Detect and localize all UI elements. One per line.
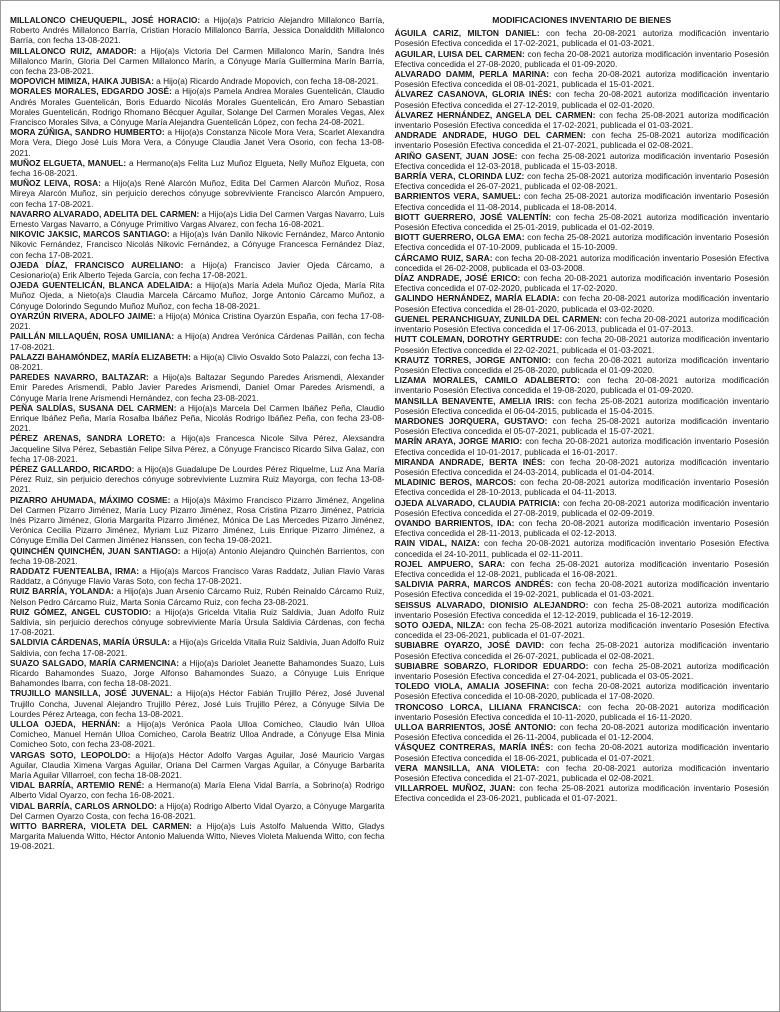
entry-item xyxy=(10,178,385,209)
entry-name: RAIN VIDAL, NAIZA: xyxy=(394,538,480,549)
entry-name: OJEDA DÍAZ, FRANCISCO AURELIANO: xyxy=(10,259,184,270)
entry-item xyxy=(10,209,385,229)
entry-item xyxy=(395,396,770,416)
entry-text: a Hijo(a)s Gricelda Vitalia Ruiz Saldivia, Juan Adolfo Ruiz Saldivia, con fecha 17-08-2021. xyxy=(10,637,385,658)
entry-item xyxy=(395,579,770,599)
entry-text: a Hijo(a)s Pamela Andrea Morales Guentelicán, Claudio Andrés Morales Guentelicán, Boris Eduardo Nicolás Morales Guentelicán, Ero Amaro Sebastian Morales Guentelicán, Rodrigo Rhomano Bécquer Aguilar, Solange Del Carmen Morales Vegas, Alex Francisco Morales Silva, a Cónyuge María Alejandra Guentelicán López, con fecha 24-08-2021. xyxy=(10,86,385,128)
entry-name: ULLOA OJEDA, HERNÁN: xyxy=(10,719,121,730)
entry-text: con fecha 20-08-2021 autoriza modificación inventario Posesión Efectiva concedida el 19-02-2021, publicada el 01-03-2021. xyxy=(394,579,769,600)
entry-text: con fecha 25-08-2021 autoriza modificación inventario Posesión Efectiva concedida el 12-12-2019, publicada el 16-12-2019. xyxy=(394,599,769,620)
section-title: MODIFICACIONES INVENTARIO DE BIENES xyxy=(492,15,672,25)
entry-text: a Hijo(a)s Luis Astolfo Maluenda Witto, Gladys Margarita Maluenda Witto, Héctor Antonio Maluenda Witto, Nieves Violeta Maluenda Witto, con fecha 19-08-2021. xyxy=(10,821,385,852)
entry-item xyxy=(395,49,770,69)
entry-name: VIDAL BARRÍA, CARLOS ARNOLDO: xyxy=(10,800,157,811)
entry-text: a Hijo(a)s Marcos Francisco Varas Raddatz, Julian Flavio Varas Raddatz, a Cónyuge Flavio Varas Soto, con fecha 17-08-2021. xyxy=(10,565,385,587)
entry-text: a Hijo(a)s Héctor Adolfo Vargas Aguilar, José Mauricio Vargas Aguilar, Claudia Ximena Vargas Aguilar, Oriana Del Carmen Vargas Aguilar, a Cónyuge Barbarita María Aguilar Villarroel, con fecha 18-08-2021. xyxy=(10,749,385,781)
entry-item xyxy=(395,253,770,273)
entry-text: a Hermano(a)s Felita Luz Muñoz Elgueta, Nelly Muñoz Elgueta, con fecha 16-08-2021. xyxy=(10,157,385,179)
entry-text: con fecha 20-08-2021 autoriza modificación inventario Posesión Efectiva concedida el 27-08-2019, publicada el 02-09-2019. xyxy=(394,497,769,518)
entry-text: con fecha 20-08-2021 autoriza modificación inventario Posesión Efectiva concedida el 24-03-2014, publicada el 01-04-2014. xyxy=(394,456,769,477)
entry-name: ÁLVAREZ CASANOVA, GLORIA INÉS: xyxy=(394,89,552,100)
entry-text: con fecha 20-08-2021 autoriza modificación inventario Posesión Efectiva concedida el 26-02-2008, publicada el 03-03-2008. xyxy=(394,252,769,273)
entry-item xyxy=(395,681,770,701)
entry-item xyxy=(395,416,770,436)
entry-text: a Hijo(a)s Lidia Del Carmen Vargas Navarro, Luis Ernesto Vargas Navarro, a Cónyuge Primitivo Vargas Alvarez, con fecha 16-08-2021. xyxy=(10,208,385,230)
entry-name: VIDAL BARRÍA, ARTEMIO RENÉ: xyxy=(10,780,145,791)
entry-name: MANSILLA BENAVENTE, AMELIA IRIS: xyxy=(394,395,555,406)
entry-text: con fecha 20-08-2021 autoriza modificación inventario Posesión Efectiva concedida el 27-08-2020, publicada el 01-09-2020. xyxy=(394,48,769,69)
entry-item xyxy=(395,212,770,232)
entry-text: a Hijo(a) Clivio Osvaldo Soto Palazzi, con fecha 13-08-2021. xyxy=(10,351,385,372)
entry-name: RADDATZ FUENTEALBA, IRMA: xyxy=(10,565,140,576)
entry-text: a Hijo(a)s Francesca Nicole Silva Pérez, Alexsandra Jacqueline Silva Pérez, Sebastián Felipe Silva Pérez, a Cónyuge Francisco Ricardo Silva Galaz, con fecha 17-08-2021. xyxy=(10,433,385,464)
entry-text: con fecha 25-08-2021 autoriza modificación inventario Posesión Efectiva concedida el 26-07-2021, publicada el 02-08-2021. xyxy=(394,640,769,661)
entry-item xyxy=(10,658,385,689)
entry-item xyxy=(395,89,770,109)
entry-item xyxy=(395,273,770,293)
entry-text: con fecha 20-08-2021 autoriza modificación inventario Posesión Efectiva concedida el 24-10-2011, publicada el 02-11-2011. xyxy=(394,538,769,559)
entry-name: VÁSQUEZ CONTRERAS, MARÍA INÉS: xyxy=(394,742,554,753)
entry-item xyxy=(10,280,385,311)
entry-name: BARRÍA VERA, CLORINDA LUZ: xyxy=(394,171,525,182)
entry-item xyxy=(10,403,385,434)
entry-name: PEÑA SALDÍAS, SUSANA DEL CARMEN: xyxy=(10,402,177,413)
entry-item xyxy=(10,15,385,46)
entry-item xyxy=(395,355,770,375)
entry-name: VILLARROEL MUÑOZ, JUAN: xyxy=(394,783,516,794)
entry-item xyxy=(395,538,770,558)
entry-item xyxy=(10,495,385,546)
entry-item xyxy=(395,191,770,211)
entry-text: a Hijo(a) Mónica Cristina Oyarzún España, con fecha 17-08-2021. xyxy=(10,310,385,332)
entry-item xyxy=(395,375,770,395)
entry-name: BIOTT GUERRERO, JOSÉ VALENTÍN: xyxy=(394,211,552,222)
entry-item xyxy=(10,719,385,750)
entry-item xyxy=(10,76,385,86)
entry-item xyxy=(10,801,385,821)
entry-text: con fecha 20-08-2021 autoriza modificación inventario Posesión Efectiva concedida el 07-02-2020, publicada el 17-02-2020. xyxy=(394,273,769,294)
entry-item xyxy=(395,457,770,477)
entry-name: OJEDA GUENTELICÁN, BLANCA ADELAIDA: xyxy=(10,280,193,291)
entry-name: ANDRADE ANDRADE, HUGO DEL CARMEN: xyxy=(394,130,586,141)
entry-name: PIZARRO AHUMADA, MÁXIMO COSME: xyxy=(10,494,171,505)
entry-text: con fecha 25-08-2021 autoriza modificación inventario Posesión Efectiva concedida el 27-04-2021, publicada el 03-05-2021. xyxy=(394,660,769,681)
entry-item xyxy=(10,546,385,566)
entry-name: RUIZ GÓMEZ, ANGEL CUSTODIO: xyxy=(10,606,152,617)
entry-name: MARDONES JORQUERA, GUSTAVO: xyxy=(394,415,548,426)
entry-name: KRAUTZ TORRES, JORGE ANTONIO: xyxy=(394,354,551,365)
entry-item xyxy=(10,127,385,158)
entry-name: SUBIABRE OYARZO, JOSÉ DAVID: xyxy=(394,640,545,651)
entry-text: a Hijo(a) Antonio Alejandro Quinchén Barrientos, con fecha 19-08-2021. xyxy=(10,545,385,566)
entry-name: MILLALONCO CHEUQUEPIL, JOSÉ HORACIO: xyxy=(10,15,201,25)
entry-item xyxy=(395,742,770,762)
entry-item xyxy=(395,498,770,518)
entry-text: a Hijo(a)s Verónica Paola Ulloa Comicheo, Claudio Iván Ulloa Comicheo, Manuel Hernán Ulloa Comicheo, Carola Beatriz Ulloa Andrade, a Cónyuge Elsa Minia Comicheo Soto, con fecha 23-08-2021. xyxy=(10,719,385,750)
entry-text: a Hijo(a) Francisco Javier Ojeda Cárcamo, a Cesionario(a) Erik Alberto Tejeda García, con fecha 17-08-2021. xyxy=(10,259,385,281)
entry-name: GUENEL PERANCHIGUAY, ZUNILDA DEL CARMEN: xyxy=(394,313,602,324)
entry-text: a Hijo(a)s Gricelda Vitalia Ruiz Saldivia, Juan Adolfo Ruiz Saldivia, sin perjuicio derechos cónyuge sobreviviente María Úrsula Saldivia Cárdenas, con fecha 17-08-2021. xyxy=(10,606,385,638)
entry-text: con fecha 25-08-2021 autoriza modificación inventario Posesión Efectiva concedida el 06-04-2015, publicada el 15-04-2015. xyxy=(394,395,769,416)
entry-name: SUAZO SALGADO, MARÍA CARMENCINA: xyxy=(10,657,180,668)
entry-text: con fecha 20-08-2021 autoriza modificación inventario Posesión Efectiva concedida el 18-06-2021, publicada el 01-07-2021. xyxy=(394,742,769,763)
entry-text: a Hijo(a)s Patricio Alejandro Millalonco Barría, Roberto Andrés Millalonco Barría, Cristian Horacio Millalonco Barría, Jessica Donalddith Millalonco Barría, con fecha 13-08-2021. xyxy=(10,15,385,46)
entry-text: con fecha 20-08-2021 autoriza modificación inventario Posesión Efectiva concedida el 19-08-2020, publicada el 01-09-2020. xyxy=(394,375,769,396)
entry-item xyxy=(10,372,385,403)
entry-name: LIZAMA MORALES, CAMILO ADALBERTO: xyxy=(394,375,580,386)
entry-name: SUBIABRE SOBARZO, FLORIDOR EDUARDO: xyxy=(394,660,589,671)
entry-text: con fecha 20-08-2021 autoriza modificación inventario Posesión Efectiva concedida el 28-10-2013, publicada el 04-11-2013. xyxy=(394,477,769,498)
entry-item xyxy=(395,763,770,783)
entry-item xyxy=(395,783,770,803)
entry-text: a Hijo(a)s Victoria Del Carmen Millalonco Marín, Sandra Inés Millalonco Marín, Gloria Del Carmen Millalonco Marín, a Cónyuge María Guillermina Marín Barría, con fecha 23-08-2021. xyxy=(10,45,385,77)
entry-text: a Hijo(a)s María Adela Muñoz Ojeda, María Rita Muñoz Ojeda, a Nieto(a)s Claudia Marcela Cárcamo Muñoz, Jorge Antonio Cárcamo Muñoz, a Cónyuge Dolorindo Segundo Muñoz Muñoz, con fecha 18-08-2021. xyxy=(10,280,385,311)
entry-item xyxy=(10,780,385,800)
entry-item xyxy=(10,433,385,464)
entry-name: NIKOVIC JAKSIC, MARCOS SANTIAGO: xyxy=(10,229,170,240)
entry-item xyxy=(395,559,770,579)
entry-text: con fecha 20-08-2021 autoriza modificación inventario Posesión Efectiva concedida el 25-08-2020, publicada el 01-09-2020. xyxy=(394,354,769,375)
entry-name: ROJEL AMPUERO, SARA: xyxy=(394,558,506,569)
entry-item xyxy=(10,229,385,260)
entry-text: a Hijo(a)s Máximo Francisco Pizarro Jiménez, Angelina Del Carmen Pizarro Jiménez, María Lucy Pizarro Jiménez, Rosa Cristina Pizarro Jiménez, Patricia Inés Pizarro Jiménez, Gloria Margarita Pizarro Jiménez, Mónica De Las Mercedes Pizarro Jiménez, Verónica Cecilia Pizarro Jiménez, Myriam Luz Pizarro Jiménez, Luis Enrique Pizarro Jiménez, a Cónyuge Emilia Del Carmen Jiménez Hanssen, con fecha 19-08-2021. xyxy=(10,494,385,546)
entry-name: MOPOVICH MIMIZA, HAIKA JUBISA: xyxy=(10,76,154,87)
entry-name: OJEDA ALVARADO, CLAUDIA PATRICIA: xyxy=(394,497,560,508)
entry-name: MIRANDA ANDRADE, BERTA INÉS: xyxy=(394,456,546,467)
entry-item xyxy=(10,331,385,351)
entry-name: MUÑOZ LEIVA, ROSA: xyxy=(10,178,101,189)
entry-text: con fecha 20-08-2021 autoriza modificación inventario Posesión Efectiva concedida el 28-01-2020, publicada el 03-02-2020. xyxy=(394,293,769,314)
entry-item xyxy=(395,620,770,640)
entry-text: a Hijo(a)s Baltazar Segundo Paredes Arismendi, Alexander Emir Paredes Arismendi, Pablo Javier Paredes Arismendi, Daniel Omar Paredes Arismendi, a Cónyuge María Irene Arismendi Hernández, con fecha 23-08-2021. xyxy=(10,372,385,403)
entry-name: NAVARRO ALVARADO, ADELITA DEL CARMEN: xyxy=(10,208,200,219)
entry-name: ARIÑO GASENT, JUAN JOSE: xyxy=(394,150,518,161)
entry-text: a Hijo(a)s Iván Danilo Nikovic Fernández, Marco Antonio Nikovic Fernández, Francisco Nicolás Nikovic Fernández, a Cónyuge Francesca Fernández Díaz, con fecha 17-08-2021. xyxy=(10,229,385,260)
entry-text: con fecha 20-08-2021 autoriza modificación inventario Posesión Efectiva concedida el 17-02-2021, publicada el 01-03-2021. xyxy=(394,28,769,49)
entry-text: a Hijo(a)s Dariolet Jeanette Bahamondes Suazo, Luis Ricardo Bahamondes Suazo, Jorge Alfonso Bahamondes Suazo, a Cónyuge Luis Enrique Bahamondes Ibarra, con fecha 18-08-2021. xyxy=(10,657,385,689)
entry-item xyxy=(395,640,770,660)
entry-name: OVANDO BARRIENTOS, IDA: xyxy=(394,517,515,528)
entry-name: SEISSUS ALVARADO, DIONISIO ALEJANDRO: xyxy=(394,599,589,610)
entry-name: SALDIVIA PARRA, MARCOS ANDRÉS: xyxy=(394,579,554,590)
entry-item xyxy=(10,46,385,77)
entry-text: con fecha 20-08-2021 autoriza modificación inventario Posesión Efectiva concedida el 22-02-2021, publicada el 01-03-2021. xyxy=(394,334,769,355)
entry-item xyxy=(10,260,385,280)
entry-name: MORALES MORALES, EDGARDO JOSÉ: xyxy=(10,86,172,97)
entry-text: a Hijo(a)s Juan Arsenio Cárcamo Ruiz, Rubén Reinaldo Cárcamo Ruiz, Nelson Pedro Cárcamo Ruiz, Marta Sonia Cárcamo Ruiz, con fecha 23-08-2021. xyxy=(10,586,385,607)
entry-name: PAILLÁN MILLAQUÉN, ROSA UMILIANA: xyxy=(10,331,175,342)
entry-item xyxy=(10,688,385,719)
entry-name: GALINDO HERNÁNDEZ, MARÍA ELADIA: xyxy=(394,293,560,304)
entry-name: BIOTT GUERRERO, OLGA EMA: xyxy=(394,232,525,243)
entry-item xyxy=(10,821,385,852)
entry-text: con fecha 25-08-2021 autoriza modificación inventario Posesión Efectiva concedida el 25-01-2019, publicada el 01-02-2019. xyxy=(394,211,769,233)
entry-text: con fecha 25-08-2021 autoriza modificación inventario Posesión Efectiva concedida el 07-10-2009, publicada el 15-10-2009. xyxy=(394,232,769,253)
entry-name: VERA MANSILLA, ANA VIOLETA: xyxy=(394,762,540,773)
entry-text: con fecha 25-08-2021 autoriza modificación inventario Posesión Efectiva concedida el 05-07-2021, publicada el 15-07-2021. xyxy=(394,415,769,437)
entry-item xyxy=(395,436,770,456)
entry-text: con fecha 25-08-2021 autoriza modificación inventario Posesión Efectiva concedida el 11-08-2014, publicada el 18-08-2014. xyxy=(394,191,769,212)
entry-name: BARRIENTOS VERA, SAMUEL: xyxy=(394,191,521,202)
entry-name: ÁGUILA CARIZ, MILTON DANIEL: xyxy=(394,28,540,39)
entry-text: con fecha 25-08-2021 autoriza modificación inventario Posesión Efectiva concedida el 12-08-2021, publicada el 16-08-2021. xyxy=(394,558,769,579)
entry-item xyxy=(10,352,385,372)
entry-text: a Hijo(a)s Constanza Nicole Mora Vera, Scarlet Alexandra Mora Vera, Diego José Luis Mora Vera, a Cónyuge Claudia Janet Vera Osorio, con fecha 13-08-2021. xyxy=(10,127,385,158)
entry-item xyxy=(10,586,385,606)
entry-item xyxy=(395,28,770,48)
entry-name: QUINCHÉN QUINCHÉN, JUAN SANTIAGO: xyxy=(10,545,181,556)
entry-name: MUÑOZ ELGUETA, MANUEL: xyxy=(10,157,127,168)
entry-name: MLADINIC BEROS, MARCOS: xyxy=(394,477,517,488)
entry-text: con fecha 20-08-2021 autoriza modificación inventario Posesión Efectiva concedida el 10-11-2020, publicada el 16-11-2020. xyxy=(394,701,769,722)
entry-text: con fecha 20-08-2021 autoriza modificación inventario Posesión Efectiva concedida el 08-01-2021, publicada el 15-01-2021. xyxy=(394,69,769,90)
entry-text: con fecha 20-08-2021 autoriza modificación inventario Posesión Efectiva concedida el 17-06-2013, publicada el 01-07-2013. xyxy=(394,313,769,335)
entry-name: SALDIVIA CÁRDENAS, MARÍA ÚRSULA: xyxy=(10,637,170,648)
entry-name: PAREDES NAVARRO, BALTAZAR: xyxy=(10,372,149,383)
entry-name: ALVARADO DAMM, PERLA MARINA: xyxy=(394,69,550,80)
entry-name: TRUJILLO MANSILLA, JOSÉ JUVENAL: xyxy=(10,688,173,699)
entry-name: PÉREZ GALLARDO, RICARDO: xyxy=(10,463,135,474)
entry-item xyxy=(395,171,770,191)
entry-item xyxy=(395,477,770,497)
entry-name: MORA ZÚÑIGA, SANDRO HUMBERTO: xyxy=(10,127,165,138)
entry-text: con fecha 25-08-2021 autoriza modificación inventario Posesión Efectiva concedida el 26-07-2021, publicada el 02-08-2021. xyxy=(394,171,769,192)
entry-name: HUTT COLEMAN, DOROTHY GERTRUDE: xyxy=(394,334,563,345)
entry-text: con fecha 25-08-2021 autoriza modificación inventario Posesión Efectiva concedida el 23-06-2021, publicada el 01-07-2021. xyxy=(394,619,769,641)
entry-text: con fecha 20-08-2021 autoriza modificación inventario Posesión Efectiva concedida el 27-12-2019, publicada el 02-01-2020. xyxy=(394,89,769,110)
entry-name: AGUILAR, LUISA DEL CARMEN: xyxy=(394,48,525,59)
entry-item xyxy=(395,293,770,313)
entry-text: con fecha 20-08-2021 autoriza modificación inventario Posesión Efectiva concedida el 26-11-2004, publicada el 01-12-2004. xyxy=(394,722,769,743)
entry-text: a Hijo(a)s Guadalupe De Lourdes Pérez Riquelme, Luz Ana María Pérez Ruiz, sin perjuicio derechos cónyuge sobreviviente Luzmira Ruiz Mayorga, con fecha 13-08-2021. xyxy=(10,463,385,495)
entry-item xyxy=(395,722,770,742)
entry-name: TRONCOSO LORCA, LILIANA FRANCISCA: xyxy=(394,701,582,712)
entry-text: a Hijo(a) Rodrigo Alberto Vidal Oyarzo, a Cónyuge Margarita Del Carmen Oyarzo Costa, con fecha 16-08-2021. xyxy=(10,800,385,821)
entry-item xyxy=(10,750,385,781)
entry-item xyxy=(395,110,770,130)
entry-text: con fecha 20-08-2021 autoriza modificación inventario Posesión Efectiva concedida el 21-07-2021, publicada el 02-08-2021. xyxy=(394,762,769,784)
entry-item xyxy=(395,314,770,334)
entry-text: con fecha 20-08-2021 autoriza modificación inventario Posesión Efectiva concedida el 28-11-2013, publicada el 02-12-2013. xyxy=(394,517,769,539)
entry-text: con fecha 25-08-2021 autoriza modificación inventario Posesión Efectiva concedida el 21-07-2021, publicada el 02-08-2021. xyxy=(394,130,769,151)
entry-item xyxy=(10,637,385,657)
entry-item xyxy=(10,86,385,127)
right-column xyxy=(395,15,770,1003)
entry-text: a Hijo(a) Andrea Verónica Cárdenas Paillán, con fecha 17-08-2021. xyxy=(10,331,385,352)
entry-name: VARGAS SOTO, LEOPOLDO: xyxy=(10,749,131,760)
entry-item xyxy=(395,661,770,681)
entry-name: PÉREZ ARENAS, SANDRA LORETO: xyxy=(10,433,166,444)
entry-item xyxy=(395,518,770,538)
entry-name: MARÍN ARAYA, JORGE MARIO: xyxy=(394,436,523,447)
entry-item xyxy=(10,158,385,178)
entry-item xyxy=(395,702,770,722)
entry-text: con fecha 20-08-2021 autoriza modificación inventario Posesión Efectiva concedida el 10-01-2017, publicada el 16-01-2017. xyxy=(394,436,769,457)
entry-item xyxy=(10,464,385,495)
entry-item xyxy=(395,151,770,171)
entry-name: ULLOA BARRIENTOS, JOSÉ ANTONIO: xyxy=(394,722,557,733)
entry-item xyxy=(395,232,770,252)
entry-name: DÍAZ ANDRADE, JOSÉ ERICO: xyxy=(394,273,521,284)
entry-name: PALAZZI BAHAMÓNDEZ, MARÍA ELIZABETH: xyxy=(10,351,191,362)
entry-item xyxy=(10,311,385,331)
entry-item xyxy=(395,334,770,354)
entry-name: TOLEDO VIOLA, AMALIA JOSEFINA: xyxy=(394,681,550,692)
entry-text: con fecha 25-08-2021 autoriza modificación inventario Posesión Efectiva concedida el 17-02-2021, publicada el 01-03-2021. xyxy=(394,109,769,131)
entry-text: a Hijo(a)s René Alarcón Muñoz, Edita Del Carmen Alarcón Muñoz, Rosa Mireya Alarcón Muñoz, sin perjuicio derechos cónyuge sobreviviente Francisco Alarcón Ampuero, con fecha 17-08-2021. xyxy=(10,178,385,209)
entry-name: CÁRCAMO RUIZ, SARA: xyxy=(394,252,493,263)
right-entries-list xyxy=(395,28,770,803)
entry-item xyxy=(395,600,770,620)
entry-item xyxy=(395,130,770,150)
entry-name: MILLALONCO RUIZ, AMADOR: xyxy=(10,45,137,56)
entry-name: OYARZÚN RIVERA, ADOLFO JAIME: xyxy=(10,310,156,321)
entry-text: con fecha 20-08-2021 autoriza modificación inventario Posesión Efectiva concedida el 10-08-2020, publicada el 17-08-2020. xyxy=(394,681,769,702)
entry-item xyxy=(10,607,385,638)
entry-text: a Hijo(a)s Marcela Del Carmen Ibáñez Peña, Claudio Enrique Ibáñez Peña, María Rosalba Ibáñez Peña, Nicolás Rodrigo Ibáñez Peña, con fecha 23-08-2021. xyxy=(10,402,385,434)
entry-name: WITTO BARRERA, VIOLETA DEL CARMEN: xyxy=(10,821,192,832)
entry-item xyxy=(395,69,770,89)
entry-text: a Hijo(a)s Héctor Fabián Trujillo Pérez, José Juvenal Trujillo Concha, Juvenal Alejandro Trujillo Pérez, José Luis Trujillo Pérez, a Cónyuge Silvia De Lourdes Pérez Arteaga, con fecha 13-08-2021. xyxy=(10,688,385,719)
entry-text: a Hermano(a) María Elena Vidal Barría, a Sobrino(a) Rodrigo Alberto Vidal Oyarzo, con fecha 16-08-2021. xyxy=(10,780,385,801)
entry-name: ÁLVAREZ HERNÁNDEZ, ANGELA DEL CARMEN: xyxy=(394,109,596,120)
entry-item xyxy=(10,566,385,586)
entry-name: SOTO OJEDA, NILZA: xyxy=(394,619,485,630)
entry-text: con fecha 25-08-2021 autoriza modificación inventario Posesión Efectiva concedida el 12-03-2018, publicada el 15-03-2018. xyxy=(394,150,769,171)
entry-text: con fecha 25-08-2021 autoriza modificación inventario Posesión Efectiva concedida el 23-06-2021, publicada el 01-07-2021. xyxy=(394,783,769,804)
left-column xyxy=(10,15,385,1003)
entry-name: RUIZ BARRÍA, YOLANDA: xyxy=(10,586,114,597)
entry-text: a Hijo(a) Ricardo Andrade Mopovich, con fecha 18-08-2021. xyxy=(153,76,379,87)
